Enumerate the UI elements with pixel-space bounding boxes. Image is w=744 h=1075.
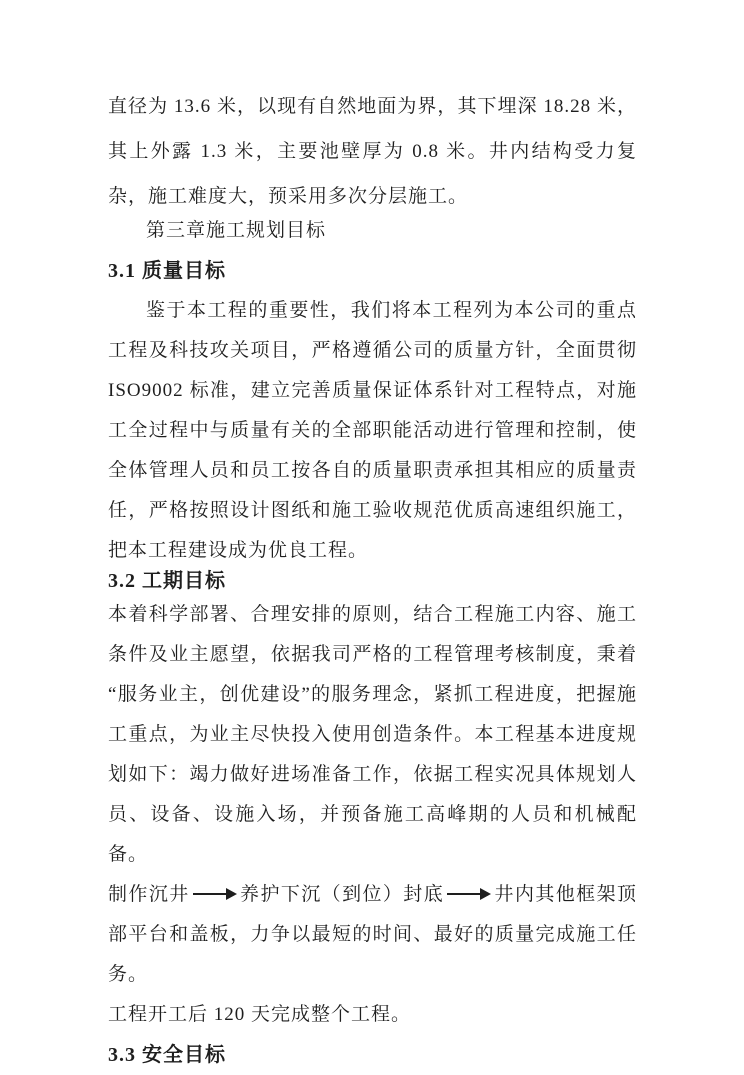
section-heading-schedule-goal: 3.2 工期目标 bbox=[108, 570, 226, 592]
paragraph-sinking-well-dimensions: 直径为 13.6 米，以现有自然地面为界，其下埋深 18.28 米，其上外露 1.3 米，主要池壁厚为 0.8 米。井内结构受力复杂，施工难度大，预采用多次分层施工。 bbox=[108, 96, 637, 207]
paragraph-project-duration: 工程开工后 120 天完成整个工程。 bbox=[108, 1004, 412, 1025]
chapter-heading: 第三章施工规划目标 bbox=[146, 220, 327, 241]
arrow-right-icon bbox=[447, 888, 491, 900]
paragraph-schedule-goal: 本着科学部署、合理安排的原则，结合工程施工内容、施工条件及业主愿望，依据我司严格的工程管理考核制度，秉着“服务业主，创优建设”的服务理念，紧抓工程进度，把握施工重点，为业主尽快投入使用创造条件。本工程基本进度规划如下：竭力做好进场准备工作，依据工程实况具体规划人员、设备、设施入场，并预备施工高峰期的人员和机械配备。 bbox=[108, 604, 637, 865]
section-heading-quality-goal: 3.1 质量目标 bbox=[108, 260, 226, 282]
arrow-right-icon bbox=[193, 888, 237, 900]
flow-step-inner-frame-platform: 井内其他框架顶部平台和盖板，力争以最短的时间、最好的质量完成施工任务。 bbox=[108, 884, 637, 985]
section-heading-safety-goal: 3.3 安全目标 bbox=[108, 1044, 226, 1066]
flow-step-cure-sink-seal: 养护下沉（到位）封底 bbox=[239, 884, 445, 905]
construction-flow-line bbox=[108, 875, 637, 995]
flow-step-make-caisson: 制作沉井 bbox=[108, 884, 190, 905]
paragraph-quality-goal: 鉴于本工程的重要性，我们将本工程列为本公司的重点工程及科技攻关项目，严格遵循公司的质量方针，全面贯彻 ISO9002 标准，建立完善质量保证体系针对工程特点，对施工全过程中与质量有关的全部职能活动进行管理和控制，使全体管理人员和员工按各自的质量职责承担其相应的质量责任，严格按照设计图纸和施工验收规范优质高速组织施工，把本工程建设成为优良工程。 bbox=[108, 300, 637, 561]
